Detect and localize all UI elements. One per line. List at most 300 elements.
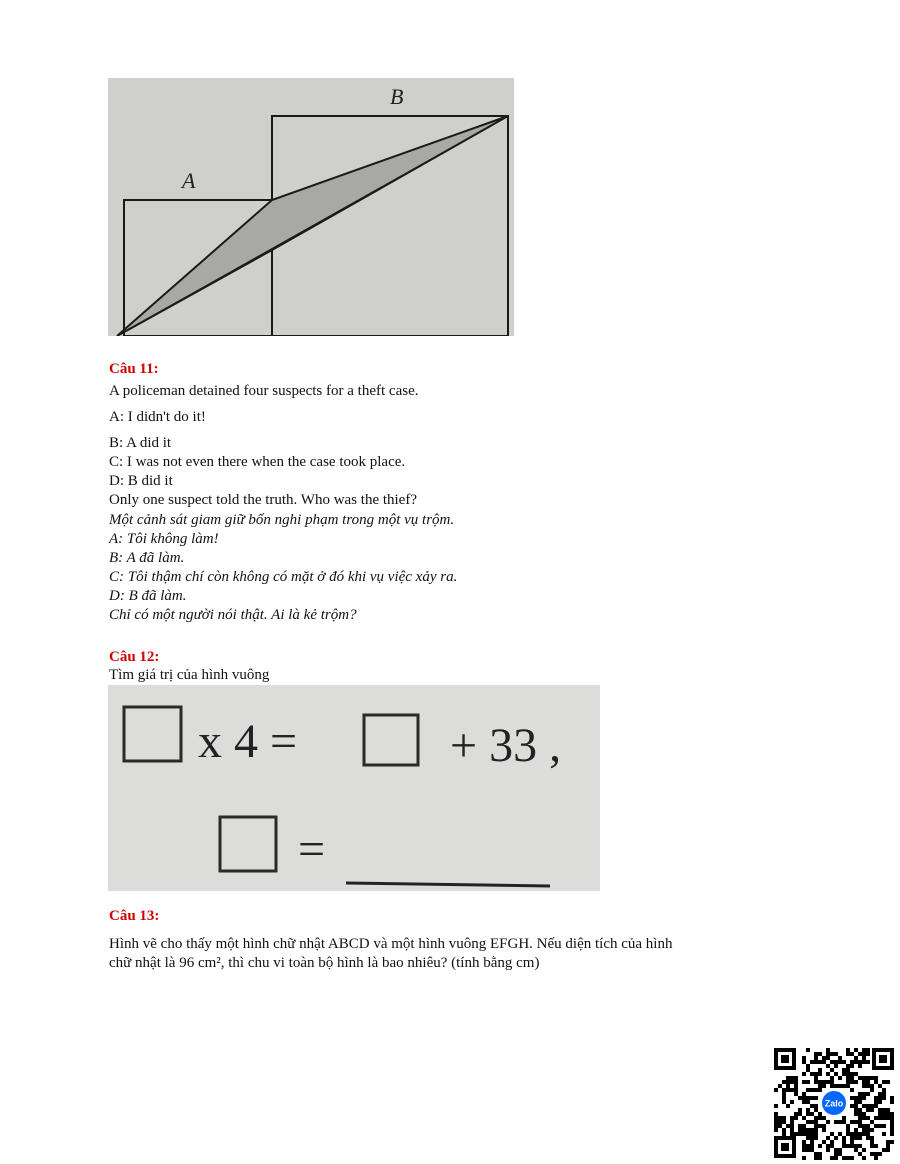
- qr-module: [826, 1052, 830, 1056]
- qr-module: [838, 1084, 842, 1088]
- qr-module: [870, 1084, 874, 1088]
- qr-module: [858, 1092, 862, 1096]
- qr-module: [870, 1140, 874, 1144]
- qr-module: [794, 1092, 798, 1096]
- qr-module: [802, 1128, 806, 1132]
- qr-module: [818, 1072, 822, 1076]
- qr-module: [866, 1060, 870, 1064]
- qr-module: [862, 1112, 866, 1116]
- qr-module: [854, 1104, 858, 1108]
- question-13-title: Câu 13:: [109, 908, 160, 924]
- qr-module: [794, 1132, 798, 1136]
- qr-module: [878, 1084, 882, 1088]
- qr-module: [818, 1124, 822, 1128]
- qr-module: [886, 1080, 890, 1084]
- qr-module: [818, 1088, 822, 1092]
- qr-module: [882, 1088, 886, 1092]
- qr-module: [850, 1072, 854, 1076]
- qr-module: [886, 1108, 890, 1112]
- qr-module: [866, 1104, 870, 1108]
- q11-vi-line: Chỉ có một người nói thật. Ai là kẻ trộm?: [109, 607, 357, 623]
- qr-module: [838, 1148, 842, 1152]
- qr-module: [782, 1100, 786, 1104]
- qr-module: [834, 1152, 838, 1156]
- qr-module: [890, 1132, 894, 1136]
- qr-module: [838, 1060, 842, 1064]
- qr-module: [798, 1096, 802, 1100]
- equation-figure: [108, 685, 600, 891]
- qr-module: [818, 1052, 822, 1056]
- qr-module: [870, 1108, 874, 1112]
- qr-code[interactable]: [772, 1046, 896, 1160]
- qr-module: [818, 1152, 822, 1156]
- qr-module: [790, 1120, 794, 1124]
- qr-module: [778, 1116, 782, 1120]
- qr-module: [850, 1144, 854, 1148]
- qr-module: [846, 1080, 850, 1084]
- qr-module: [882, 1092, 886, 1096]
- qr-module: [806, 1132, 810, 1136]
- qr-module: [822, 1060, 826, 1064]
- label-a: A: [182, 168, 196, 193]
- qr-module: [782, 1092, 786, 1096]
- q13-line-1: Hình vẽ cho thấy một hình chữ nhật ABCD và một hình vuông EFGH. Nếu diện tích của hình: [109, 936, 673, 952]
- qr-module: [802, 1080, 806, 1084]
- label-b: B: [390, 84, 404, 109]
- qr-module: [846, 1144, 850, 1148]
- qr-module: [814, 1056, 818, 1060]
- qr-module: [814, 1108, 818, 1112]
- qr-module: [810, 1136, 814, 1140]
- qr-module: [862, 1048, 866, 1052]
- qr-module: [806, 1148, 810, 1152]
- qr-module: [874, 1124, 878, 1128]
- qr-module: [814, 1136, 818, 1140]
- qr-module: [862, 1096, 866, 1100]
- qr-module: [866, 1092, 870, 1096]
- qr-module: [878, 1124, 882, 1128]
- qr-module: [890, 1096, 894, 1100]
- qr-module: [826, 1136, 830, 1140]
- qr-module: [802, 1140, 806, 1144]
- qr-module: [854, 1072, 858, 1076]
- qr-module: [854, 1100, 858, 1104]
- qr-module: [858, 1136, 862, 1140]
- zalo-logo-text: Zalo: [824, 1098, 844, 1109]
- qr-module: [830, 1132, 834, 1136]
- qr-module: [798, 1112, 802, 1116]
- qr-module: [786, 1080, 790, 1084]
- qr-module: [866, 1108, 870, 1112]
- qr-module: [830, 1060, 834, 1064]
- qr-finder-top-left: [774, 1048, 796, 1070]
- qr-module: [810, 1128, 814, 1132]
- qr-module: [830, 1144, 834, 1148]
- qr-module: [814, 1128, 818, 1132]
- qr-module: [862, 1156, 866, 1160]
- qr-module: [830, 1076, 834, 1080]
- qr-module: [782, 1096, 786, 1100]
- qr-module: [846, 1048, 850, 1052]
- qr-module: [826, 1048, 830, 1052]
- qr-module: [842, 1116, 846, 1120]
- qr-module: [842, 1156, 846, 1160]
- qr-module: [886, 1148, 890, 1152]
- qr-module: [830, 1068, 834, 1072]
- qr-module: [802, 1144, 806, 1148]
- qr-module: [846, 1156, 850, 1160]
- qr-module: [878, 1100, 882, 1104]
- qr-module: [890, 1100, 894, 1104]
- qr-module: [858, 1116, 862, 1120]
- qr-module: [838, 1132, 842, 1136]
- qr-module: [854, 1080, 858, 1084]
- qr-module: [838, 1076, 842, 1080]
- qr-module: [806, 1108, 810, 1112]
- qr-module: [842, 1144, 846, 1148]
- qr-module: [862, 1060, 866, 1064]
- qr-module: [786, 1084, 790, 1088]
- qr-module: [822, 1056, 826, 1060]
- qr-module: [850, 1052, 854, 1056]
- qr-module: [870, 1076, 874, 1080]
- qr-module: [858, 1108, 862, 1112]
- qr-module: [850, 1088, 854, 1092]
- qr-module: [858, 1112, 862, 1116]
- qr-module: [794, 1084, 798, 1088]
- qr-module: [842, 1072, 846, 1076]
- qr-module: [862, 1052, 866, 1056]
- qr-module: [874, 1144, 878, 1148]
- qr-module: [786, 1088, 790, 1092]
- qr-module: [814, 1116, 818, 1120]
- qr-module: [890, 1112, 894, 1116]
- qr-module: [802, 1132, 806, 1136]
- qr-module: [834, 1136, 838, 1140]
- qr-module: [818, 1084, 822, 1088]
- qr-module: [850, 1104, 854, 1108]
- qr-module: [854, 1048, 858, 1052]
- qr-module: [774, 1088, 778, 1092]
- qr-module: [866, 1124, 870, 1128]
- qr-module: [798, 1124, 802, 1128]
- qr-module: [778, 1120, 782, 1124]
- qr-module: [866, 1052, 870, 1056]
- qr-module: [826, 1056, 830, 1060]
- qr-module: [814, 1060, 818, 1064]
- qr-module: [814, 1132, 818, 1136]
- qr-module: [802, 1056, 806, 1060]
- qr-module: [882, 1108, 886, 1112]
- qr-module: [810, 1120, 814, 1124]
- qr-module: [802, 1096, 806, 1100]
- qr-module: [834, 1084, 838, 1088]
- qr-module: [810, 1140, 814, 1144]
- qr-module: [842, 1140, 846, 1144]
- qr-module: [874, 1104, 878, 1108]
- qr-module: [782, 1128, 786, 1132]
- qr-module: [774, 1116, 778, 1120]
- q11-en-line: C: I was not even there when the case took place.: [109, 454, 406, 470]
- qr-module: [802, 1124, 806, 1128]
- qr-module: [814, 1052, 818, 1056]
- qr-module: [826, 1080, 830, 1084]
- qr-module: [810, 1096, 814, 1100]
- qr-module: [874, 1096, 878, 1100]
- qr-module: [794, 1076, 798, 1080]
- qr-module: [822, 1080, 826, 1084]
- qr-finder-top-right: [872, 1048, 894, 1070]
- qr-module: [858, 1144, 862, 1148]
- qr-module: [778, 1084, 782, 1088]
- qr-module: [782, 1120, 786, 1124]
- qr-module: [822, 1140, 826, 1144]
- q13-line-2: chữ nhật là 96 cm², thì chu vi toàn bộ hình là bao nhiêu? (tính bằng cm): [109, 955, 540, 971]
- qr-module: [846, 1068, 850, 1072]
- qr-module: [850, 1076, 854, 1080]
- qr-module: [814, 1080, 818, 1084]
- qr-module: [846, 1132, 850, 1136]
- qr-module: [850, 1080, 854, 1084]
- qr-module: [822, 1128, 826, 1132]
- qr-module: [846, 1124, 850, 1128]
- qr-module: [854, 1120, 858, 1124]
- qr-module: [826, 1148, 830, 1152]
- qr-module: [786, 1124, 790, 1128]
- qr-module: [786, 1076, 790, 1080]
- qr-module: [882, 1080, 886, 1084]
- qr-module: [774, 1104, 778, 1108]
- qr-module: [886, 1140, 890, 1144]
- qr-module: [854, 1144, 858, 1148]
- q11-en-line: A policeman detained four suspects for a theft case.: [109, 383, 419, 399]
- qr-module: [774, 1128, 778, 1132]
- qr-module: [890, 1120, 894, 1124]
- qr-module: [842, 1060, 846, 1064]
- qr-module: [878, 1116, 882, 1120]
- qr-module: [782, 1132, 786, 1136]
- qr-module: [818, 1060, 822, 1064]
- qr-module: [794, 1112, 798, 1116]
- qr-module: [846, 1128, 850, 1132]
- qr-module: [870, 1120, 874, 1124]
- qr-module: [858, 1100, 862, 1104]
- qr-module: [882, 1112, 886, 1116]
- qr-module: [846, 1076, 850, 1080]
- qr-module: [854, 1108, 858, 1112]
- qr-module: [786, 1104, 790, 1108]
- qr-module: [878, 1092, 882, 1096]
- qr-module: [838, 1056, 842, 1060]
- qr-module: [850, 1096, 854, 1100]
- qr-module: [814, 1156, 818, 1160]
- qr-module: [850, 1140, 854, 1144]
- qr-module: [858, 1124, 862, 1128]
- qr-module: [862, 1092, 866, 1096]
- qr-module: [790, 1100, 794, 1104]
- qr-module: [862, 1148, 866, 1152]
- qr-module: [818, 1112, 822, 1116]
- qr-module: [874, 1156, 878, 1160]
- qr-module: [866, 1132, 870, 1136]
- qr-module: [826, 1072, 830, 1076]
- qr-module: [886, 1116, 890, 1120]
- qr-module: [806, 1120, 810, 1124]
- qr-module: [822, 1124, 826, 1128]
- qr-module: [882, 1148, 886, 1152]
- qr-module: [818, 1116, 822, 1120]
- qr-module: [814, 1152, 818, 1156]
- qr-module: [806, 1100, 810, 1104]
- q11-en-line: D: B did it: [109, 473, 173, 489]
- qr-module: [802, 1148, 806, 1152]
- q11-en-line: B: A did it: [109, 435, 172, 451]
- qr-module: [854, 1136, 858, 1140]
- qr-module: [850, 1132, 854, 1136]
- qr-module: [854, 1060, 858, 1064]
- qr-module: [802, 1092, 806, 1096]
- qr-module: [790, 1128, 794, 1132]
- qr-finder-bottom-left: [774, 1136, 796, 1158]
- qr-module: [790, 1088, 794, 1092]
- qr-module: [846, 1064, 850, 1068]
- qr-module: [830, 1140, 834, 1144]
- qr-module: [878, 1152, 882, 1156]
- equation-equals-text: =: [298, 823, 326, 876]
- qr-module: [806, 1128, 810, 1132]
- qr-module: [778, 1124, 782, 1128]
- qr-module: [834, 1120, 838, 1124]
- qr-module: [866, 1076, 870, 1080]
- qr-module: [802, 1116, 806, 1120]
- qr-module: [814, 1124, 818, 1128]
- qr-module: [862, 1080, 866, 1084]
- qr-module: [806, 1064, 810, 1068]
- qr-module: [822, 1084, 826, 1088]
- qr-module: [882, 1124, 886, 1128]
- qr-module: [810, 1132, 814, 1136]
- qr-module: [854, 1112, 858, 1116]
- qr-module: [858, 1052, 862, 1056]
- qr-module: [874, 1080, 878, 1084]
- qr-module: [846, 1084, 850, 1088]
- qr-module: [858, 1096, 862, 1100]
- qr-module: [790, 1116, 794, 1120]
- qr-module: [774, 1124, 778, 1128]
- qr-module: [846, 1052, 850, 1056]
- equation-plus-text: + 33 ,: [450, 719, 562, 772]
- q11-en-line: A: I didn't do it!: [109, 409, 206, 425]
- qr-module: [794, 1080, 798, 1084]
- qr-module: [814, 1088, 818, 1092]
- qr-module: [878, 1112, 882, 1116]
- qr-module: [870, 1136, 874, 1140]
- qr-module: [790, 1080, 794, 1084]
- q11-vi-line: A: Tôi không làm!: [109, 531, 219, 547]
- qr-module: [806, 1048, 810, 1052]
- qr-module: [882, 1116, 886, 1120]
- qr-module: [890, 1124, 894, 1128]
- qr-module: [850, 1064, 854, 1068]
- qr-module: [798, 1108, 802, 1112]
- qr-module: [802, 1060, 806, 1064]
- qr-module: [866, 1116, 870, 1120]
- qr-module: [806, 1088, 810, 1092]
- qr-module: [842, 1068, 846, 1072]
- qr-module: [802, 1072, 806, 1076]
- qr-module: [794, 1116, 798, 1120]
- qr-module: [882, 1132, 886, 1136]
- qr-module: [774, 1120, 778, 1124]
- q12-prompt: Tìm giá trị của hình vuông: [109, 667, 270, 683]
- qr-module: [794, 1088, 798, 1092]
- qr-module: [810, 1112, 814, 1116]
- qr-module: [814, 1120, 818, 1124]
- qr-module: [830, 1080, 834, 1084]
- qr-module: [822, 1116, 826, 1120]
- qr-module: [834, 1052, 838, 1056]
- qr-module: [834, 1064, 838, 1068]
- qr-module: [818, 1144, 822, 1148]
- equation-times-text: x 4 =: [198, 715, 298, 768]
- q11-en-line: Only one suspect told the truth. Who was the thief?: [109, 492, 417, 508]
- qr-module: [826, 1120, 830, 1124]
- q11-vi-line: D: B đã làm.: [109, 588, 187, 604]
- qr-module: [810, 1072, 814, 1076]
- qr-module: [874, 1100, 878, 1104]
- qr-module: [870, 1152, 874, 1156]
- rectangles-figure: [108, 78, 514, 336]
- qr-module: [810, 1104, 814, 1108]
- qr-module: [798, 1128, 802, 1132]
- qr-module: [810, 1148, 814, 1152]
- qr-module: [854, 1056, 858, 1060]
- qr-module: [874, 1152, 878, 1156]
- qr-module: [870, 1104, 874, 1108]
- qr-module: [886, 1144, 890, 1148]
- qr-module: [830, 1156, 834, 1160]
- qr-module: [866, 1128, 870, 1132]
- q11-vi-line: Một cảnh sát giam giữ bốn nghi phạm trong một vụ trộm.: [109, 512, 455, 528]
- qr-module: [886, 1112, 890, 1116]
- qr-module: [854, 1128, 858, 1132]
- qr-module: [870, 1088, 874, 1092]
- qr-module: [810, 1060, 814, 1064]
- qr-module: [802, 1100, 806, 1104]
- qr-module: [834, 1072, 838, 1076]
- qr-module: [834, 1060, 838, 1064]
- qr-module: [854, 1148, 858, 1152]
- qr-module: [850, 1120, 854, 1124]
- qr-module: [830, 1084, 834, 1088]
- qr-module: [818, 1156, 822, 1160]
- qr-module: [814, 1076, 818, 1080]
- qr-module: [834, 1156, 838, 1160]
- qr-module: [838, 1152, 842, 1156]
- qr-module: [874, 1076, 878, 1080]
- qr-module: [862, 1124, 866, 1128]
- qr-module: [858, 1064, 862, 1068]
- qr-module: [810, 1144, 814, 1148]
- qr-module: [866, 1080, 870, 1084]
- qr-module: [806, 1112, 810, 1116]
- qr-module: [862, 1104, 866, 1108]
- qr-module: [842, 1084, 846, 1088]
- qr-module: [806, 1068, 810, 1072]
- question-11-title: Câu 11:: [109, 361, 159, 377]
- q11-vi-line: C: Tôi thậm chí còn không có mặt ở đó khi vụ việc xảy ra.: [109, 569, 458, 585]
- qr-module: [890, 1128, 894, 1132]
